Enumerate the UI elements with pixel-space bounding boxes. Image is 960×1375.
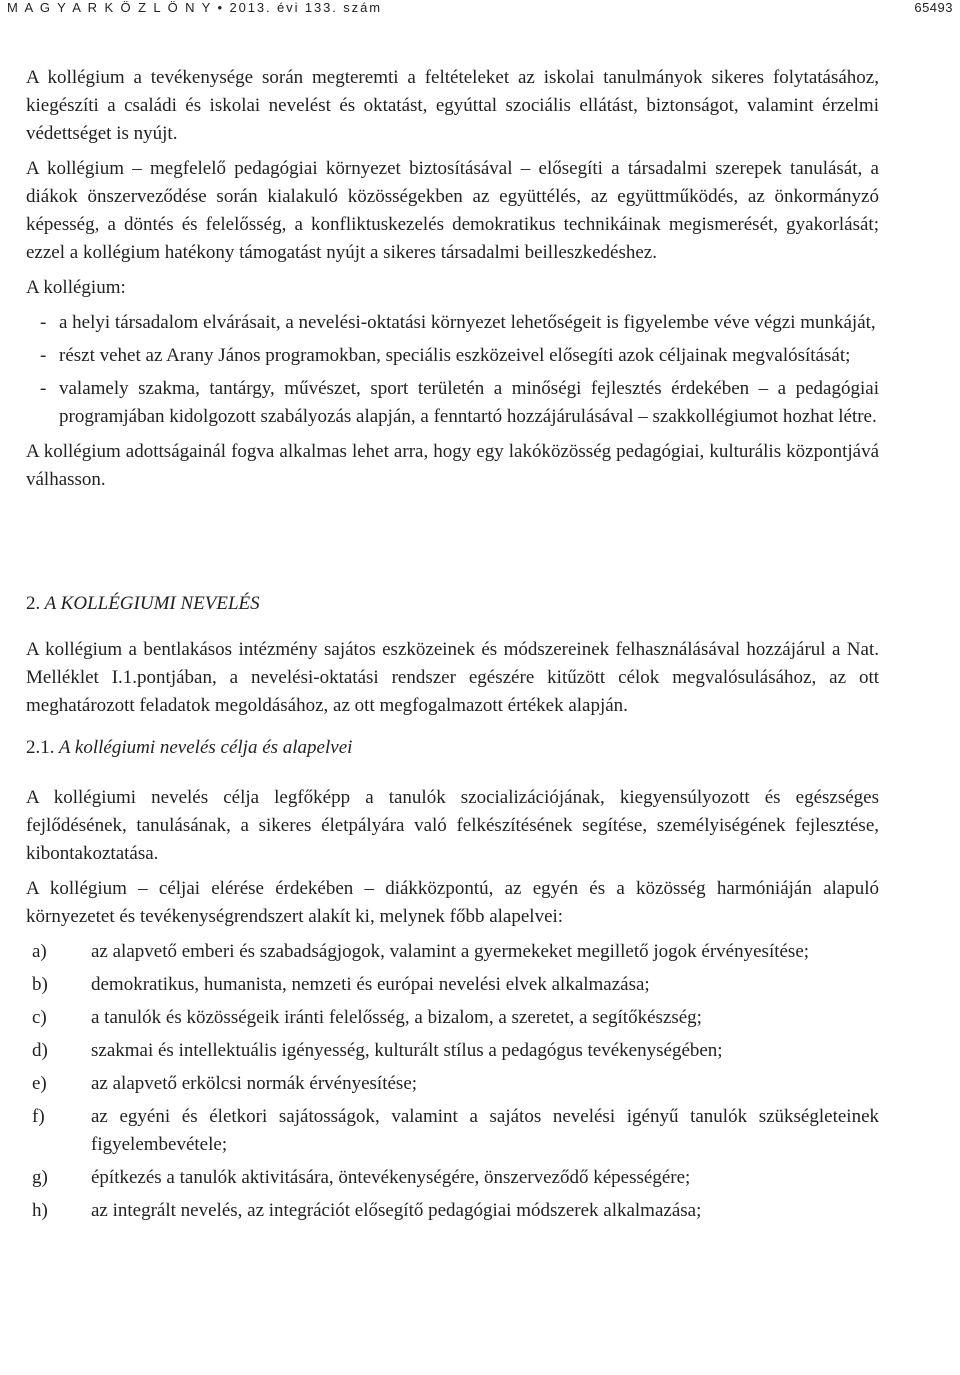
list-item-label: b) <box>32 974 48 995</box>
list-item-label: e) <box>32 1073 47 1094</box>
section-title: A KOLLÉGIUMI NEVELÉS <box>40 593 260 614</box>
list-item-text: részt vehet az Arany János programokban, speciális eszközeivel elősegíti azok céljainak megvalósítását; <box>59 345 851 366</box>
list-item-text: az egyéni és életkori sajátosságok, valamint a sajátos nevelési igényű tanulók szükségleteinek figyelembevétele; <box>91 1106 879 1155</box>
journal-title: M A G Y A R K Ö Z L Ö N Y • 2013. évi 133. szám <box>7 0 382 15</box>
subsection-number: 2.1. <box>26 737 55 758</box>
subsection-title: A kollégiumi nevelés célja és alapelvei <box>54 737 353 758</box>
page-header <box>0 0 960 20</box>
list-item <box>26 1103 879 1159</box>
list-item-text: a tanulók és közösségeik iránti felelősség, a bizalom, a szeretet, a segítőkészség; <box>91 1007 702 1028</box>
list-item-label: a) <box>32 941 47 962</box>
list-item <box>26 938 879 966</box>
list-item-label: g) <box>32 1167 48 1188</box>
list-item-text: demokratikus, humanista, nemzeti és európai nevelési elvek alkalmazása; <box>91 974 650 995</box>
list-item <box>26 1037 879 1065</box>
list-item <box>26 309 879 337</box>
bullet-mark: - <box>40 345 47 366</box>
paragraph: A kollégium a bentlakásos intézmény sajátos eszközeinek és módszereinek felhasználásával hozzájárul a Nat. Melléklet I.1.pontjában, a nevelési-oktatási rendszer egészére kitűzött célok megvalósulásához, az ott meghatározott feladatok megoldásához, az ott megfogalmazott értékek alapján. <box>26 639 879 716</box>
list-item-label: h) <box>32 1200 48 1221</box>
paragraph: A kollégiumi nevelés célja legfőképp a tanulók szocializációjának, kiegyensúlyozott és egészséges fejlődésének, tanulásának, a sikeres életpályára való felkészítésének segítése, személyiségének fejlesztése, kibontakoztatása. <box>26 787 879 864</box>
list-item <box>26 1070 879 1098</box>
list-item-text: valamely szakma, tantárgy, művészet, sport területén a minőségi fejlesztés érdekében – a pedagógiai programjában kidolgozott szabályozás alapján, a fenntartó hozzájárulásával – szakkollégiumot hozhat létre. <box>59 378 879 427</box>
section-number: 2. <box>26 593 41 614</box>
paragraph: A kollégium: <box>26 277 126 298</box>
list-item-text: az integrált nevelés, az integrációt elősegítő pedagógiai módszerek alkalmazása; <box>91 1200 702 1221</box>
list-item <box>26 342 879 370</box>
list-item <box>26 1197 879 1225</box>
list-item-text: szakmai és intellektuális igényesség, kulturált stílus a pedagógus tevékenységében; <box>91 1040 723 1061</box>
list-item-text: a helyi társadalom elvárásait, a nevelési-oktatási környezet lehetőségeit is figyelembe véve végzi munkáját, <box>59 312 876 333</box>
section-heading <box>26 590 879 618</box>
list-item <box>26 1004 879 1032</box>
subsection-heading <box>26 734 879 762</box>
document-body <box>26 64 879 1225</box>
list-item <box>26 375 879 431</box>
paragraph: A kollégium a tevékenysége során megteremti a feltételeket az iskolai tanulmányok sikeres folytatásához, kiegészíti a családi és iskolai nevelést és oktatást, egyúttal szociális ellátást, biztonságot, valamint érzelmi védettséget is nyújt. <box>26 67 879 144</box>
list-item <box>26 971 879 999</box>
bullet-mark: - <box>40 312 47 333</box>
page-number: 65493 <box>914 0 953 15</box>
list-item-text: építkezés a tanulók aktivitására, öntevékenységére, önszerveződő képességére; <box>91 1167 691 1188</box>
paragraph: A kollégium – megfelelő pedagógiai környezet biztosításával – elősegíti a társadalmi szerepek tanulását, a diákok önszerveződése során kialakuló közösségekben az együttélés, az együttműködés, az önkormányzó képesség, a döntés és felelősség, a konfliktuskezelés demokratikus technikáinak megismerését, gyakorlását; ezzel a kollégium hatékony támogatást nyújt a sikeres társadalmi beilleszkedéshez. <box>26 158 879 263</box>
list-item-label: d) <box>32 1040 48 1061</box>
list-item <box>26 1164 879 1192</box>
paragraph: A kollégium adottságainál fogva alkalmas lehet arra, hogy egy lakóközösség pedagógiai, kulturális központjává válhasson. <box>26 441 879 490</box>
list-item-label: c) <box>32 1007 47 1028</box>
paragraph: A kollégium – céljai elérése érdekében – diákközpontú, az egyén és a közösség harmóniáján alapuló környezetet és tevékenységrendszert alakít ki, melynek főbb alapelvei: <box>26 878 879 927</box>
list-item-text: az alapvető erkölcsi normák érvényesítése; <box>91 1073 418 1094</box>
list-item-label: f) <box>32 1106 45 1127</box>
list-item-text: az alapvető emberi és szabadságjogok, valamint a gyermekeket megillető jogok érvényesítése; <box>91 941 810 962</box>
bullet-mark: - <box>40 378 47 399</box>
